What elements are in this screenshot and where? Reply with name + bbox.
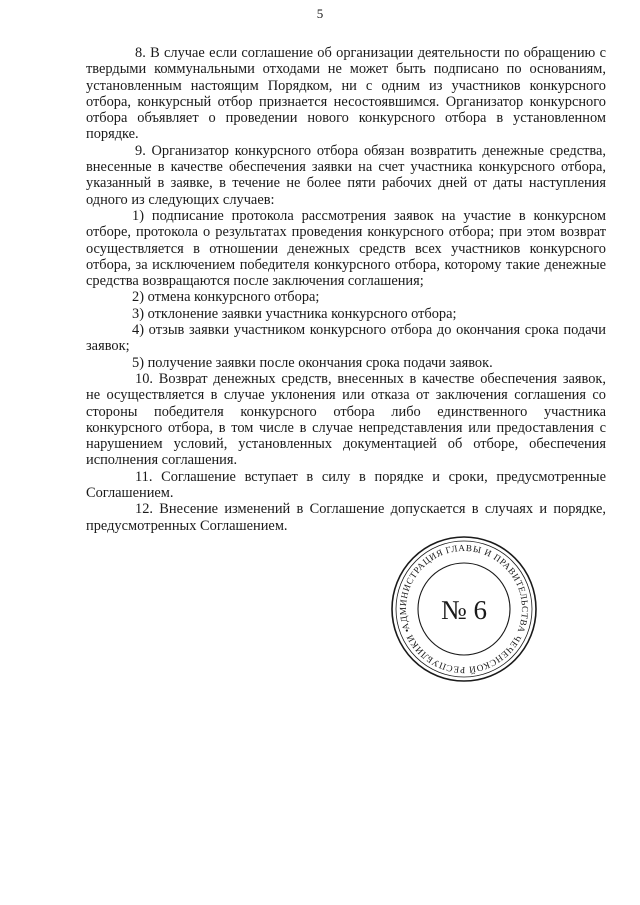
list-item-3: 3) отклонение заявки участника конкурсного отбора; — [132, 305, 457, 322]
list-item-5: 5) получение заявки после окончания срока подачи заявок. — [132, 354, 493, 371]
list-item-1: 1) подписание протокола рассмотрения заявок на участие в конкурсном отборе, протокола о результатах проведения конкурсного отбора; при этом возврат осуществляется в отношении денежных средств всех участников конкурсного отбора, за исключением победителя конкурсного отбора, которому такие денежные средства возвращаются после заключения соглашения; — [86, 207, 606, 290]
stamp-ring-text: АДМИНИСТРАЦИЯ ГЛАВЫ И ПРАВИТЕЛЬСТВА ЧЕЧЕНСКОЙ РЕСПУБЛИКИ • — [397, 542, 531, 676]
document-body — [86, 45, 606, 534]
page-number: 5 — [316, 6, 324, 21]
list-item-2: 2) отмена конкурсного отбора; — [132, 289, 320, 306]
official-stamp — [388, 533, 540, 685]
paragraph-11: 11. Соглашение вступает в силу в порядке и сроки, предусмотренные Соглашением. — [86, 468, 606, 502]
paragraph-8: 8. В случае если соглашение об организации деятельности по обращению с твердыми коммунальными отходами не может быть подписано по основаниям, установленным настоящим Порядком, ни с одним из участников конкурсного отбора, конкурсный отбор признается несостоявшимся. Организатор конкурсного отбора объявляет о проведении нового конкурсного отбора в установленном порядке. — [86, 45, 606, 143]
paragraph-12: 12. Внесение изменений в Соглашение допускается в случаях и порядке, предусмотренных Соглашением. — [86, 501, 606, 534]
stamp-seal-icon — [388, 533, 540, 685]
list-item-4: 4) отзыв заявки участником конкурсного отбора до окончания срока подачи заявок; — [86, 322, 606, 355]
paragraph-10: 10. Возврат денежных средств, внесенных в качестве обеспечения заявок, не осуществляется в случае уклонения или отказа от заключения соглашения со стороны победителя конкурсного отбора либо единственного участника конкурсного отбора, в том числе в случае непредставления или предоставления с нарушением условий, установленных документацией об отборе, обеспечения исполнения соглашения. — [86, 370, 606, 469]
paragraph-9: 9. Организатор конкурсного отбора обязан возвратить денежные средства, внесенные в качестве обеспечения заявки на счет участника конкурсного отбора, указанный в заявке, в течение не более пяти рабочих дней от даты наступления одного из следующих случаев: — [86, 142, 606, 208]
svg-text:АДМИНИСТРАЦИЯ ГЛАВЫ И ПРАВИТЕЛ — [388, 533, 540, 685]
stamp-number: № 6 — [440, 595, 488, 625]
